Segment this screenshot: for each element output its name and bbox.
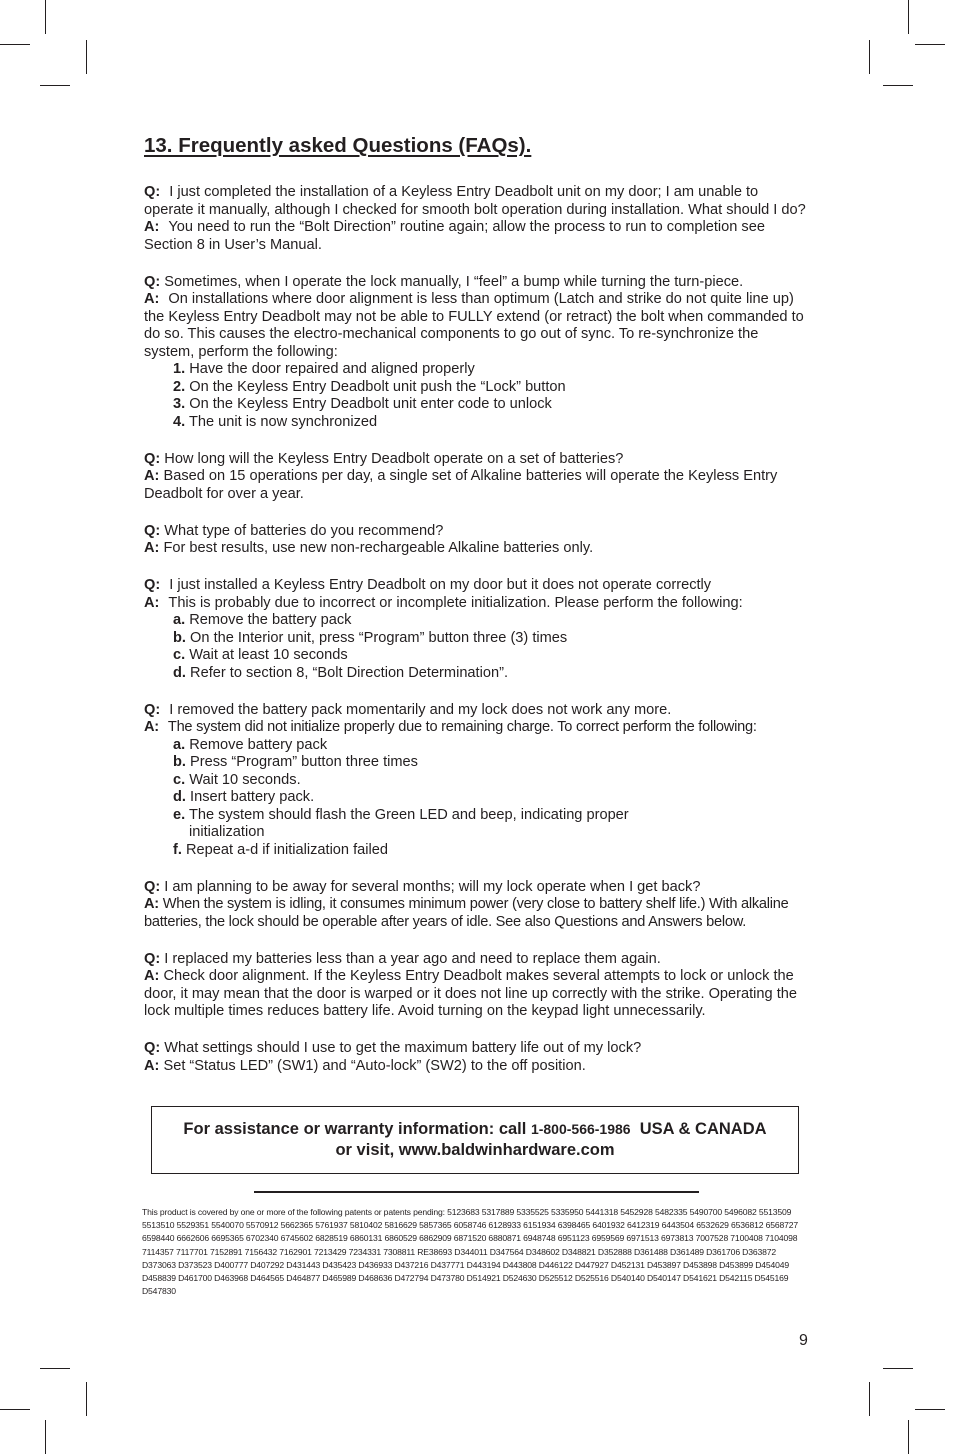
answer-label: A: [144, 219, 160, 235]
question-text: I replaced my batteries less than a year ago and need to replace them again. [164, 950, 661, 967]
question-label: Q: [144, 1040, 161, 1056]
faq-question [144, 1040, 810, 1058]
faq-answer [144, 896, 810, 931]
assistance-line-1: For assistance or warranty information: call 1-800-566-1986 USA & CANADA [183, 1120, 767, 1138]
faq-item [144, 879, 810, 932]
list-item: 1. Have the door repaired and aligned properly [173, 361, 475, 377]
phone-number: 1-800-566-1986 [530, 1121, 631, 1137]
crop-mark [869, 40, 870, 74]
page-number: 9 [799, 1332, 808, 1349]
crop-mark [45, 1420, 46, 1454]
question-text: I just installed a Keyless Entry Deadbolt on my door but it does not operate correctly [169, 577, 712, 593]
answer-text: When the system is idling, it consumes minimum power (very close to battery shelf life.) With alkaline batteries, the lock should be operable after years of idle. See also Questions and Answers below. [144, 896, 789, 930]
crop-mark [883, 85, 913, 86]
answer-text: This is probably due to incorrect or incomplete initialization. Please perform the following: [168, 594, 743, 611]
list-item: a. Remove battery pack [173, 736, 328, 753]
assistance-line-2: or visit, www.baldwinhardware.com [335, 1141, 615, 1159]
faq-question [144, 184, 810, 219]
crop-mark [0, 1409, 30, 1410]
crop-mark [86, 1382, 87, 1416]
question-label: Q: [144, 450, 161, 467]
patents-notice: This product is covered by one or more of the following patents or patents pending: 5123683 5317889 5335525 5335950 5441318 5452928 5482335 5490700 5496082 5513509 5513510 5529351 5540070 5570912 5662365 5761937 5810402 5816629 5857365 6058746 6128933 6151934 6398465 6401932 6412319 6443504 6532629 6536812 6568727 6598440 6662606 6695365 6702340 6745602 6828519 6860131 6860529 6862909 6871520 6880871 6948748 6951123 6959569 6971513 6973813 7007528 7100408 7104098 7114357 7117701 7152891 7156432 7162901 7213429 7234331 7308811 RE38693 D344011 D347564 D348602 D348821 D352888 D361488 D361489 D361706 D363872 D373063 D373523 D400777 D407292 D431443 D435423 D436933 D437216 D437771 D443194 D443808 D446122 D447927 D452131 D453897 D453898 D453899 D454049 D458839 D461700 D463968 D464565 D464877 D465989 D468636 D472794 D473780 D514921 D524630 D525512 D525516 D540140 D540147 D541621 D542115 D545169 D547830 [142, 1207, 798, 1297]
crop-mark [869, 1382, 870, 1416]
faq-answer [144, 219, 810, 254]
crop-mark [40, 85, 70, 86]
answer-text: Set “Status LED” (SW1) and “Auto-lock” (SW2) to the off position. [163, 1057, 586, 1074]
question-text: How long will the Keyless Entry Deadbolt operate on a set of batteries? [164, 450, 624, 467]
faq-answer [144, 291, 810, 361]
question-label: Q: [144, 522, 161, 539]
crop-mark [40, 1368, 70, 1369]
list-item: e. The system should flash the Green LED and beep, indicating proper [173, 806, 629, 823]
answer-label: A: [144, 719, 159, 735]
question-label: Q: [144, 184, 161, 200]
faq-item [144, 577, 810, 682]
faq-list [144, 184, 810, 1095]
answer-text: Check door alignment. If the Keyless Entry Deadbolt makes several attempts to lock or unlock the door, it may mean that the door is warped or it does not line up correctly with the strike. Operating the lock multiple times reduces battery life. Avoid turning on the keypad light unnecessarily. [144, 968, 797, 1019]
faq-item [144, 274, 810, 432]
answer-label: A: [144, 896, 159, 912]
answer-label: A: [144, 1057, 160, 1074]
faq-question [144, 451, 810, 469]
list-item: d. Insert battery pack. [173, 789, 315, 805]
faq-item [144, 523, 810, 558]
question-text: I removed the battery pack momentarily and my lock does not work any more. [169, 701, 672, 718]
faq-answer [144, 1058, 810, 1076]
faq-item [144, 184, 810, 254]
answer-text: Based on 15 operations per day, a single set of Alkaline batteries will operate the Keyless Entry Deadbolt for over a year. [144, 468, 778, 502]
question-label: Q: [144, 950, 161, 967]
faq-question [144, 702, 810, 720]
question-text: I am planning to be away for several months; will my lock operate when I get back? [164, 878, 701, 895]
faq-item [144, 1040, 810, 1075]
crop-mark [908, 0, 909, 34]
faq-answer [144, 719, 810, 737]
crop-mark [45, 0, 46, 34]
list-item: d. Refer to section 8, “Bolt Direction Determination”. [173, 664, 508, 681]
list-item: b. Press “Program” button three times [173, 754, 418, 770]
faq-question [144, 577, 810, 595]
answer-text: On installations where door alignment is less than optimum (Latch and strike do not quite line up) the Keyless Entry Deadbolt may not be able to FULLY extend (or retract) the bolt when commanded to do so. This causes the electro-mechanical components to go out of sync. To re-synchronize the system, perform the following: [144, 291, 804, 360]
list-item: a. Remove the battery pack [173, 612, 352, 628]
answer-text: The system did not initialize properly due to remaining charge. To correct perform the following: [167, 719, 757, 735]
question-text: Sometimes, when I operate the lock manually, I “feel” a bump while turning the turn-piece. [164, 273, 744, 290]
list-item: 4. The unit is now synchronized [173, 413, 378, 430]
crop-mark [0, 44, 30, 45]
question-label: Q: [144, 701, 161, 718]
list-item: c. Wait at least 10 seconds [173, 647, 348, 663]
faq-answer [144, 540, 810, 558]
list-item: 3. On the Keyless Entry Deadbolt unit enter code to unlock [173, 396, 552, 412]
faq-item [144, 951, 810, 1021]
list-item: b. On the Interior unit, press “Program” button three (3) times [173, 629, 568, 646]
answer-text: You need to run the “Bolt Direction” routine again; allow the process to run to completion see Section 8 in User’s Manual. [144, 219, 765, 253]
question-text: What type of batteries do you recommend? [164, 522, 444, 539]
assistance-box [151, 1106, 799, 1174]
faq-question [144, 523, 810, 541]
list-item: f. Repeat a-d if initialization failed [173, 841, 388, 858]
answer-label: A: [144, 540, 160, 556]
question-label: Q: [144, 577, 161, 593]
answer-label: A: [144, 291, 160, 307]
question-text: What settings should I use to get the maximum battery life out of my lock? [164, 1040, 642, 1056]
page-title: 13. Frequently asked Questions (FAQs). [144, 134, 532, 157]
crop-mark [86, 40, 87, 74]
faq-answer [144, 595, 810, 613]
crop-mark [915, 1409, 945, 1410]
answer-label: A: [144, 594, 160, 611]
faq-question [144, 274, 810, 292]
answer-label: A: [144, 968, 160, 984]
faq-answer [144, 468, 810, 503]
question-label: Q: [144, 273, 161, 290]
answer-label: A: [144, 468, 160, 484]
list-item-continuation: initialization [189, 824, 265, 840]
question-text: I just completed the installation of a Keyless Entry Deadbolt unit on my door; I am unable to operate it manually, although I checked for smooth bolt operation during installation. What should I do? [144, 184, 806, 218]
faq-item [144, 451, 810, 504]
question-label: Q: [144, 878, 161, 895]
faq-question [144, 951, 810, 969]
crop-mark [915, 44, 945, 45]
crop-mark [908, 1420, 909, 1454]
divider [254, 1191, 699, 1193]
faq-question [144, 879, 810, 897]
crop-mark [883, 1368, 913, 1369]
list-item: 2. On the Keyless Entry Deadbolt unit push the “Lock” button [173, 378, 566, 395]
faq-item [144, 702, 810, 860]
faq-answer [144, 968, 810, 1021]
answer-text: For best results, use new non-rechargeable Alkaline batteries only. [163, 540, 594, 556]
list-item: c. Wait 10 seconds. [173, 771, 301, 788]
